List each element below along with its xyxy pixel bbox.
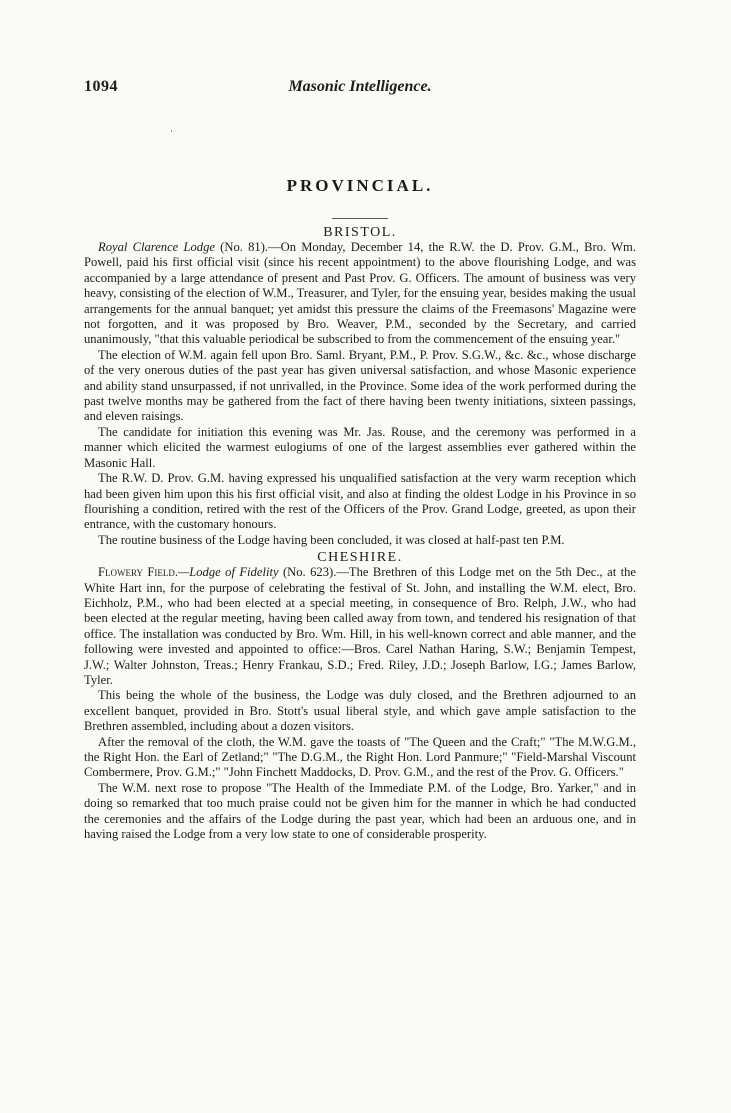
page-header bbox=[84, 78, 636, 104]
page bbox=[84, 78, 636, 842]
paragraph bbox=[84, 240, 636, 348]
paragraph: This being the whole of the business, the Lodge was duly closed, and the Brethren adjourned to an excellent banquet, provided in Bro. Stott's usual liberal style, and which gave ample satisfaction to the Brethren assembled, including about a dozen visitors. bbox=[84, 688, 636, 734]
lodge-name: Royal Clarence Lodge bbox=[98, 240, 215, 254]
running-title: Masonic Intelligence. bbox=[288, 78, 432, 95]
paragraph: The W.M. next rose to propose "The Health of the Immediate P.M. of the Lodge, Bro. Yarker," and in doing so remarked that too much praise could not be given him for the manner in which he had conducted the ceremonies and the affairs of the Lodge during the past year, which had been an arduous one, and in having raised the Lodge from a very low state to one of considerable prosperity. bbox=[84, 780, 636, 842]
ink-speck-mark: · bbox=[170, 126, 173, 136]
divider-rule bbox=[332, 218, 388, 219]
lodge-heading-bristol: BRISTOL. bbox=[323, 225, 397, 240]
paragraph: After the removal of the cloth, the W.M. gave the toasts of "The Queen and the Craft;" "The M.W.G.M., the Right Hon. the Earl of Zetland;" "The D.G.M., the Right Hon. Lord Panmure;" "Field-Marshal Viscount Combermere, Prov. G.M.;" "John Finchett Maddocks, D. Prov. G.M., and the rest of the Prov. G. Officers." bbox=[84, 734, 636, 780]
place-name: Flowery Field. bbox=[98, 565, 179, 580]
paragraph: The candidate for initiation this evening was Mr. Jas. Rouse, and the ceremony was performed in a manner which elicited the warmest eulogiums of one of the largest assemblies ever gathered within the Masonic Hall. bbox=[84, 424, 636, 470]
lodge-heading-cheshire: CHESHIRE. bbox=[317, 550, 403, 566]
paragraph-text: (No. 623).—The Brethren of this Lodge met on the 5th Dec., at the White Hart inn, for the purpose of celebrating the festival of St. John, and installing the W.M. elect, Bro. Eichholz, P.M., who had been elected at a special meeting, in consequence of Bro. Relph, J.W., who had been elected at the regular meeting, having been called away from town, and tendered his resignation of that office. The installation was conducted by Bro. Wm. Hill, in his well-known correct and able manner, and the following were invested and appointed to office:—Bros. Carel Nathan Haring, S.W.; Benjamin Tempest, J.W.; Walter Johnston, Treas.; Henry Frankau, S.D.; Fred. Riley, J.D.; Joseph Barlow, I.G.; James Barlow, Tyler. bbox=[84, 565, 636, 687]
section-title: PROVINCIAL. bbox=[286, 176, 434, 195]
paragraph-text: (No. 81).—On Monday, December 14, the R.W. the D. Prov. G.M., Bro. Wm. Powell, paid his first official visit (since his recent appointment) to the above flourishing Lodge, and was accompanied by a large attendance of present and Past Prov. G. Officers. The amount of business was very heavy, consisting of the election of W.M., Treasurer, and Tyler, for the ensuing year, besides making the usual arrangements for the annual banquet; yet amidst this pressure the claims of the Freemasons' Magazine were not forgotten, and it was proposed by Bro. Weaver, P.M., seconded by the Secretary, and carried unanimously, "that this valuable periodical be subscribed to from the commencement of the ensuing year." bbox=[84, 240, 636, 347]
paragraph bbox=[84, 565, 636, 688]
paragraph: The routine business of the Lodge having been concluded, it was closed at half-past ten P.M. bbox=[98, 532, 565, 547]
lodge-name: —Lodge of Fidelity bbox=[178, 565, 279, 580]
page-number: 1094 bbox=[84, 78, 118, 95]
paragraph: The election of W.M. again fell upon Bro. Saml. Bryant, P.M., P. Prov. S.G.W., &c. &c., whose discharge of the very onerous duties of the past year has given universal satisfaction, and whose Masonic experience and ability stand unsurpassed, if not unrivalled, in the Province. Some idea of the work performed during the past twelve months may be gathered from the fact of there having been twenty initiations, sixteen passings, and eleven raisings. bbox=[84, 347, 636, 424]
paragraph: The R.W. D. Prov. G.M. having expressed his unqualified satisfaction at the very warm reception which had been given him upon this his first official visit, and also at finding the oldest Lodge in his Province in so flourishing a condition, retired with the rest of the Officers of the Prov. Grand Lodge, greeted, as upon their entrance, with the customary honours. bbox=[84, 471, 636, 532]
